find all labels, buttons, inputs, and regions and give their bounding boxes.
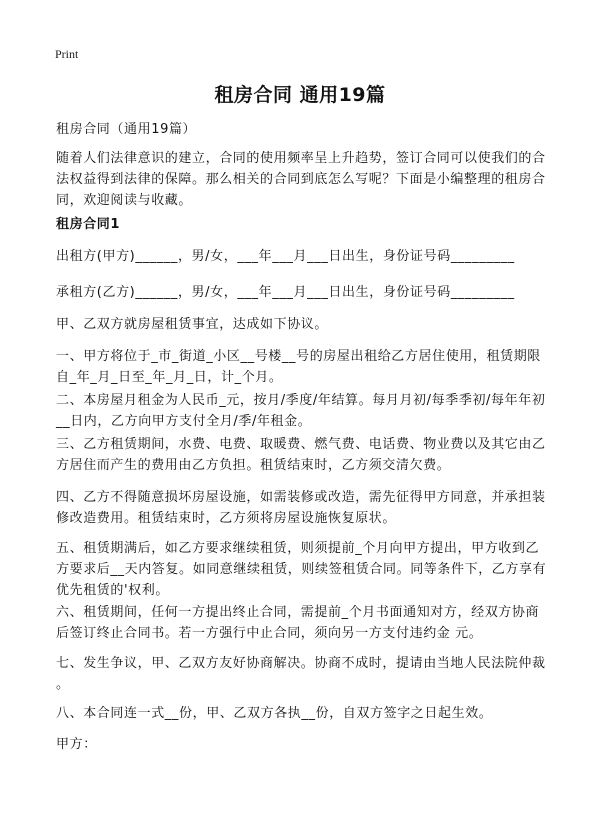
clause-line: 五、租赁期满后，如乙方要求继续租赁，则须提前_个月向甲方提出，甲方收到乙 [56, 541, 540, 556]
clause-line: __日内，乙方向甲方支付全月/季/年租金。 [56, 414, 312, 429]
clause-line: 二、本房屋月租金为人民币_元，按月/季度/年结算。每月月初/每季季初/每年年初 [56, 393, 546, 408]
page-title: 租房合同 通用19篇 [214, 84, 386, 106]
clause-line: 四、乙方不得随意损坏房屋设施，如需装修或改造，需先征得甲方同意，并承担装 [56, 490, 546, 505]
clause-line: 七、发生争议，甲、乙双方友好协商解决。协商不成时，提请由当地人民法院仲裁 [56, 656, 546, 671]
clause-line: 优先租赁的'权利。 [56, 583, 169, 598]
clause-line: 后签订终止合同书。若一方强行中止合同，须向另一方支付违约金 元。 [56, 626, 483, 641]
clause-line: 。 [56, 677, 70, 692]
clause-line: 一、甲方将位于_市_街道_小区__号楼__号的房屋出租给乙方居住使用，租赁期限 [56, 349, 541, 364]
intro-line: 随着人们法律意识的建立，合同的使用频率呈上升趋势，签订合同可以使我们的合 [56, 151, 546, 166]
clause-line: 方要求后__天内答复。如同意继续租赁，则续签租赁合同。同等条件下，乙方享有 [56, 562, 547, 577]
clause-line: 六、租赁期间，任何一方提出终止合同，需提前_个月书面通知对方，经双方协商 [56, 605, 540, 620]
intro-line: 法权益得到法律的保障。那么相关的合同到底怎么写呢？下面是小编整理的租房合 [56, 172, 546, 187]
document-subtitle: 租房合同（通用19篇） [56, 122, 197, 137]
agreement-intro: 甲、乙双方就房屋租赁事宜，达成如下协议。 [56, 317, 329, 332]
lessor-line: 出租方(甲方)______，男/女，___年___月___日出生，身份证号码_________ [56, 249, 515, 264]
clause-line: 自_年_月_日至_年_月_日，计_个月。 [56, 370, 283, 385]
party-a-label: 甲方： [56, 737, 97, 752]
clause-line: 方居住而产生的费用由乙方负担。租赁结束时，乙方须交清欠费。 [56, 458, 451, 473]
intro-line: 同，欢迎阅读与收藏。 [56, 193, 193, 208]
lessee-line: 承租方(乙方)______，男/女，___年___月___日出生，身份证号码_________ [56, 285, 515, 300]
section-heading: 租房合同1 [56, 217, 121, 232]
clause-line: 八、本合同连一式__份，甲、乙双方各执__份，自双方签字之日起生效。 [56, 706, 493, 721]
clause-line: 修改造费用。租赁结束时，乙方须将房屋设施恢复原状。 [56, 511, 397, 526]
print-link[interactable]: Print [55, 47, 79, 61]
clause-line: 三、乙方租赁期间，水费、电费、取暖费、燃气费、电话费、物业费以及其它由乙 [56, 437, 546, 452]
